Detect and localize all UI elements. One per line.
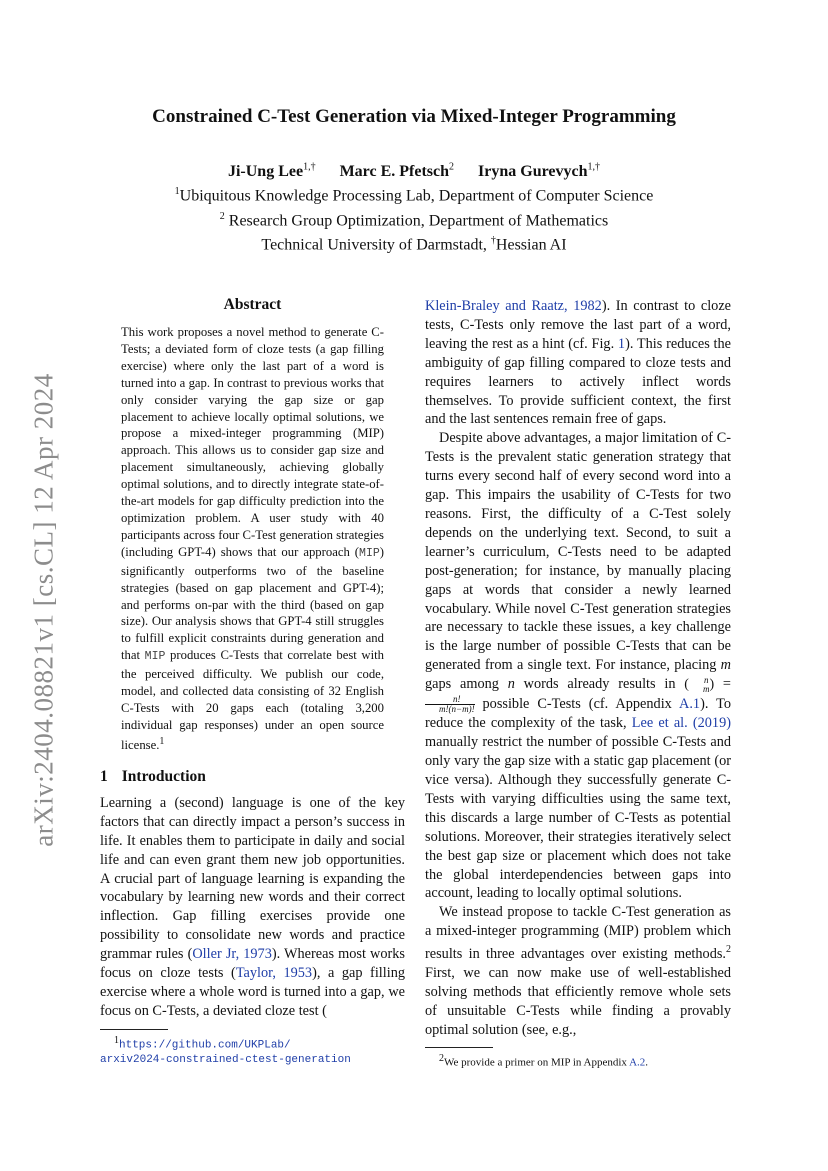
author-block (100, 158, 728, 255)
github-link[interactable]: https://github.com/UKPLab/ (119, 1039, 291, 1052)
footnote-2: $^2$We provide a primer on MIP in Appendix A.2. (439, 1053, 649, 1070)
footnote-divider (425, 1047, 493, 1048)
affiliation: $^1$Ubiquitous Knowledge Processing Lab, Department of Computer Science (174, 186, 654, 205)
right-column (425, 297, 731, 1070)
intro-paragraph-cont: Klein-Braley and Raatz, 1982). In contrast to cloze tests, C-Tests only remove the last part of a word, leaving the rest as a hint (cf. Fig. 1). This reduces the ambiguity of gap filling compared to cloze tests and requires learners to actively inflect words themselves. To provide sufficient context, the first and the last sentences remain free of gaps. (425, 298, 732, 428)
author-list (100, 158, 728, 182)
author: Iryna Gurevych$^{1,\dagger}$ (478, 162, 601, 181)
arxiv-sidebar (24, 360, 64, 860)
paper-title: Constrained C-Test Generation via Mixed-Integer Programming (152, 106, 676, 127)
intro-paragraph: Despite above advantages, a major limitation of C-Tests is the prevalent static generation strategy that turns every second half of every second word into a gap. This impairs the usability of C-Tests for two reasons. First, the difficulty of a C-Test solely depends on the underlying text. Second, to suit a learner’s curriculum, C-Tests need to be adapted post-generation; for instance, by manually placing gaps at words that consider a newly learned vocabulary. While novel C-Test generation strategies are necessary to tackle these issues, a key challenge is the large number of possible C-Tests that can be generated from a single text. For instance, placing m gaps among n words already results in ( n m ) = $\frac{n!}{m!(n-m)!}$ possible C-Tests (cf. Appendix A.1). To reduce the complexity of the task, Lee et al. (2019) manually restrict the number of possible C-Tests and only vary the gap size with a static gap placement (or vice versa). Although they successfully generate C-Tests with varying difficulties using the same text, this discards a large number of C-Tests as potential solutions. Moreover, their strategies iteratively select the best gap size or placement which does not take the global interdependencies between gaps into account, leading to locally optimal solutions. (425, 430, 731, 902)
author: Ji-Ung Lee$^{1,\dagger}$ (227, 162, 316, 181)
left-column (100, 296, 405, 1067)
citation-link[interactable]: Oller Jr, 1973 (192, 946, 272, 963)
abstract-heading: Abstract (223, 296, 282, 313)
footnote-1-cont (100, 1052, 405, 1067)
appendix-reference[interactable]: A.2 (629, 1057, 646, 1070)
binomial-formula: ( n m ) (684, 674, 715, 694)
appendix-reference[interactable]: A.1 (679, 696, 701, 713)
intro-paragraph: We instead propose to tackle C-Test generation as a mixed-integer programming (MIP) problem which results in three advantages over existing methods.$^2$ First, we can now make use of well-established solving methods that efficiently remove whole sets of unsuitable C-Tests while finding a provably optimal solution (see, e.g., (425, 904, 731, 1038)
fraction-formula: $\frac{n!}{m!(n-m)!}$ (425, 695, 475, 714)
citation-link[interactable]: Lee et al. (2019) (631, 715, 731, 732)
footnote-marker[interactable]: 1 (159, 735, 165, 747)
footnote-divider (100, 1029, 168, 1030)
section-heading: 1 Introduction (100, 767, 206, 785)
abstract-text: This work proposes a novel method to generate C-Tests; a deviated form of cloze tests (a gap filling exercise) where only the last part of a word is turned into a gap. In contrast to previous works that only consider varying the gap size or gap placement to achieve locally optimal solutions, we propose a mixed-integer programming (MIP) approach. This allows us to consider gap size and placement simultaneously, achieving globally optimal solutions, and to directly integrate state-of-the-art models for gap difficulty prediction into the optimization problem. A user study with 40 participants across four C-Test generation strategies (including GPT-4) shows that our approach (MIP) significantly outperforms two of the baseline strategies (based on gap placement and GPT-4); and performs on-par with the third (based on gap size). Our analysis shows that GPT-4 still struggles to fulfill explicit constraints during generation and that MIP produces C-Tests that correlate best with the perceived difficulty. We publish our code, model, and collected data consisting of 32 English C-Tests with 20 gaps each (totaling 3,200 individual gap responses) under an open source license.$^1$ (121, 325, 384, 752)
github-link-cont[interactable]: arxiv2024-constrained-ctest-generation (100, 1054, 351, 1067)
citation-link[interactable]: Taylor, 1953 (235, 965, 313, 982)
affiliation: Technical University of Darmstadt, †Hessian AI (261, 234, 567, 254)
arxiv-identifier: arXiv:2404.08821v1 [cs.CL] 12 Apr 2024 (28, 373, 59, 847)
citation-link[interactable]: Klein-Braley and Raatz, 1982 (425, 298, 602, 314)
figure-reference[interactable]: 1 (617, 335, 626, 352)
intro-paragraph: Learning a (second) language is one of the key factors that can directly impact a person’s success in life. It enables them to participate in daily and social life and can even grant them new job opportunities. A crucial part of language learning is expanding the vocabulary by learning new words and their correct inflection. Gap filling exercises provide one possibility to consolidate new words and practice grammar rules (Oller Jr, 1973). Whereas most works focus on cloze tests (Taylor, 1953), a gap filling exercise where a whole word is turned into a gap, we focus on C-Tests, a deviated cloze test ( (100, 794, 406, 1019)
affiliation: $^2$ Research Group Optimization, Department of Mathematics (219, 210, 609, 229)
footnote-marker[interactable]: 2 (726, 944, 731, 956)
footnote-1: $^1$https://github.com/UKPLab/ (114, 1034, 291, 1052)
author: Marc E. Pfetsch$^2$ (339, 162, 455, 181)
